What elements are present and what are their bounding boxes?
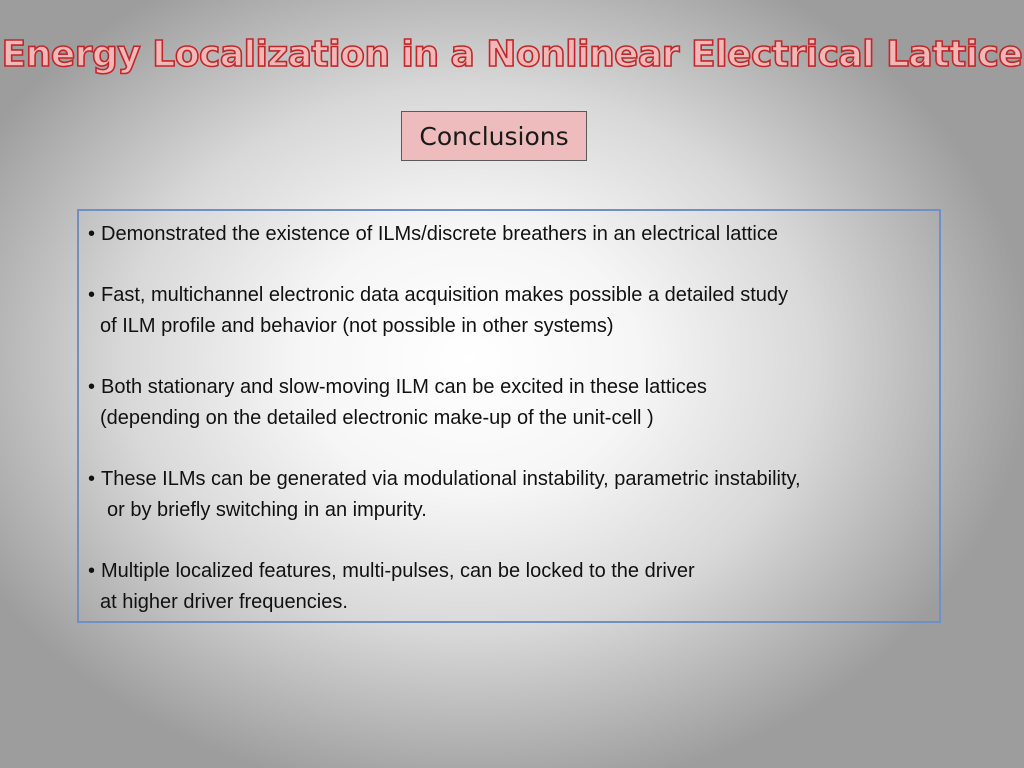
bullet-continuation: (depending on the detailed electronic make-up of the unit-cell )	[100, 407, 654, 429]
bullet-continuation: or by briefly switching in an impurity.	[107, 499, 427, 521]
bullet-text: Fast, multichannel electronic data acquisition makes possible a detailed study	[101, 284, 789, 306]
bullet-line	[88, 219, 938, 250]
bullet-continuation: of ILM profile and behavior (not possible in other systems)	[100, 315, 614, 337]
bullet-line	[88, 280, 938, 311]
bullet-text: Both stationary and slow-moving ILM can be excited in these lattices	[101, 376, 707, 398]
bullet-line	[88, 464, 938, 495]
section-heading: Conclusions	[401, 111, 587, 161]
bullet-line	[88, 556, 938, 587]
conclusions-box	[77, 209, 941, 623]
bullet-list	[88, 219, 938, 648]
bullet-text: These ILMs can be generated via modulational instability, parametric instability,	[101, 468, 801, 490]
bullet-continuation: at higher driver frequencies.	[100, 591, 348, 613]
bullet-item	[88, 464, 938, 526]
bullet-dot: •	[88, 223, 96, 245]
bullet-item	[88, 219, 938, 250]
bullet-item	[88, 280, 938, 342]
bullet-item	[88, 372, 938, 434]
slide-title: Energy Localization in a Nonlinear Electrical Lattice	[1, 34, 1023, 75]
bullet-item	[88, 556, 938, 618]
bullet-text: Multiple localized features, multi-pulses, can be locked to the driver	[101, 560, 695, 582]
bullet-line	[88, 372, 938, 403]
bullet-text: Demonstrated the existence of ILMs/discrete breathers in an electrical lattice	[101, 223, 778, 245]
bullet-dot: •	[88, 560, 96, 582]
bullet-dot: •	[88, 468, 96, 490]
bullet-dot: •	[88, 284, 96, 306]
bullet-dot: •	[88, 376, 96, 398]
